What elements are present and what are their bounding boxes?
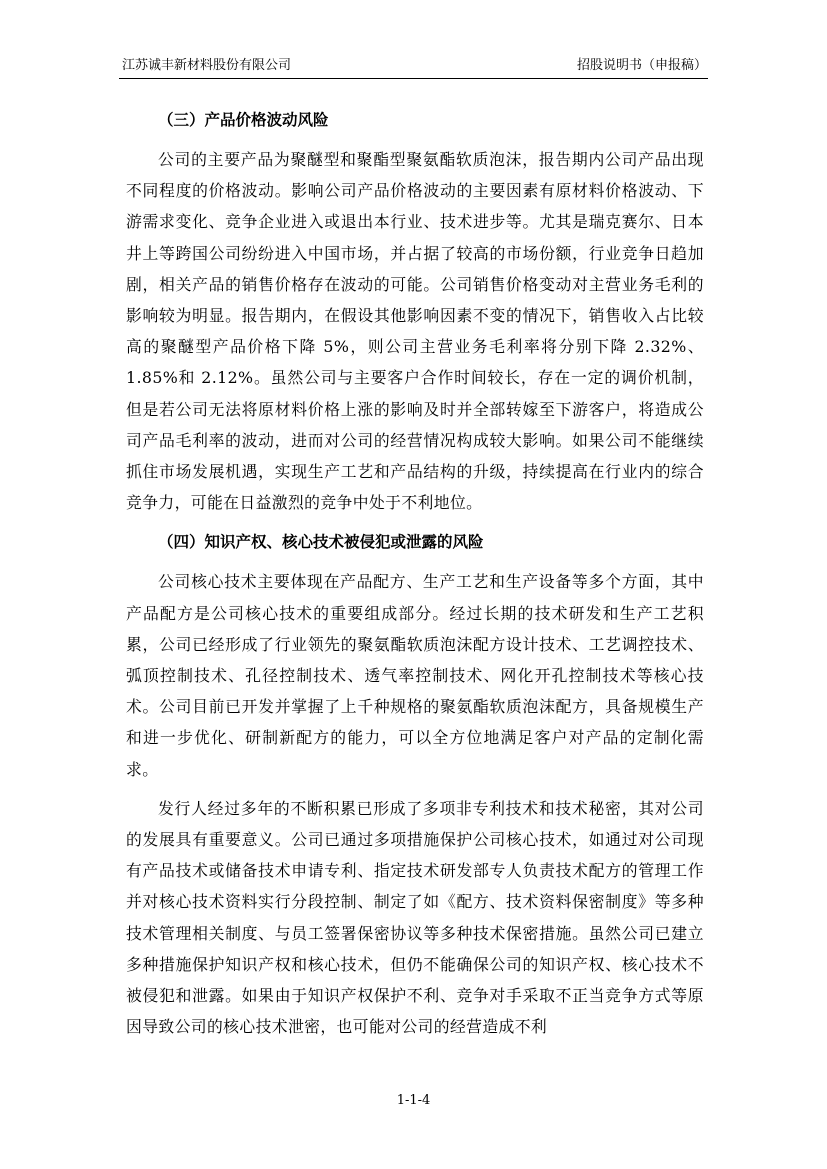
header-divider (119, 78, 708, 79)
header-document-title: 招股说明书（申报稿） (576, 58, 707, 73)
page-number: 1-1-4 (396, 1093, 431, 1108)
header-company-name: 江苏诚丰新材料股份有限公司 (122, 58, 292, 73)
paragraph-ip-protection: 发行人经过多年的不断积累已形成了多项非专利技术和技术秘密，其对公司的发展具有重要意义。公司已通过多项措施保护公司核心技术，如通过对公司现有产品技术或储备技术申请专利、指定技术研发部专人负责技术配方的管理工作并对核心技术资料实行分段控制、制定了如《配方、技术资料保密制度》等多种技术管理相关制度、与员工签署保密协议等多种技术保密措施。虽然公司已建立多种措施保护知识产权和核心技术，但仍不能确保公司的知识产权、核心技术不被侵犯和泄露。如果由于知识产权保护不利、竞争对手采取不正当竞争方式等原因导致公司的核心技术泄密，也可能对公司的经营造成不利 (126, 798, 704, 1037)
paragraph-price-risk: 公司的主要产品为聚醚型和聚酯型聚氨酯软质泡沫，报告期内公司产品出现不同程度的价格波动。影响公司产品价格波动的主要因素有原材料价格波动、下游需求变化、竞争企业进入或退出本行业、技术进步等。尤其是瑞克赛尔、日本井上等跨国公司纷纷进入中国市场，并占据了较高的市场份额，行业竞争日趋加剧，相关产品的销售价格存在波动的可能。公司销售价格变动对主营业务毛利的影响较为明显。报告期内，在假设其他影响因素不变的情况下，销售收入占比较高的聚醚型产品价格下降 5%，则公司主营业务毛利率将分别下降 2.32%、1.85%和 2.12%。虽然公司与主要客户合作时间较长，存在一定的调价机制，但是若公司无法将原材料价格上涨的影响及时并全部转嫁至下游客户，将造成公司产品毛利率的波动，进而对公司的经营情况构成较大影响。如果公司不能继续抓住市场发展机遇，实现生产工艺和产品结构的升级，持续提高在行业内的综合竞争力，可能在日益激烈的竞争中处于不利地位。 (126, 150, 704, 513)
page-header (122, 56, 707, 76)
document-body (126, 105, 704, 1042)
paragraph-core-technology: 公司核心技术主要体现在产品配方、生产工艺和生产设备等多个方面，其中产品配方是公司核心技术的重要组成部分。经过长期的技术研发和生产工艺积累，公司已经形成了行业领先的聚氨酯软质泡沫配方设计技术、工艺调控技术、弧顶控制技术、孔径控制技术、透气率控制技术、网化开孔控制技术等核心技术。公司目前已开发并掌握了上千种规格的聚氨酯软质泡沫配方，具备规模生产和进一步优化、研制新配方的能力，可以全方位地满足客户对产品的定制化需求。 (126, 572, 704, 779)
section-title-ip-risk: （四）知识产权、核心技术被侵犯或泄露的风险 (158, 533, 484, 552)
section-title-price-risk: （三）产品价格波动风险 (158, 111, 329, 129)
